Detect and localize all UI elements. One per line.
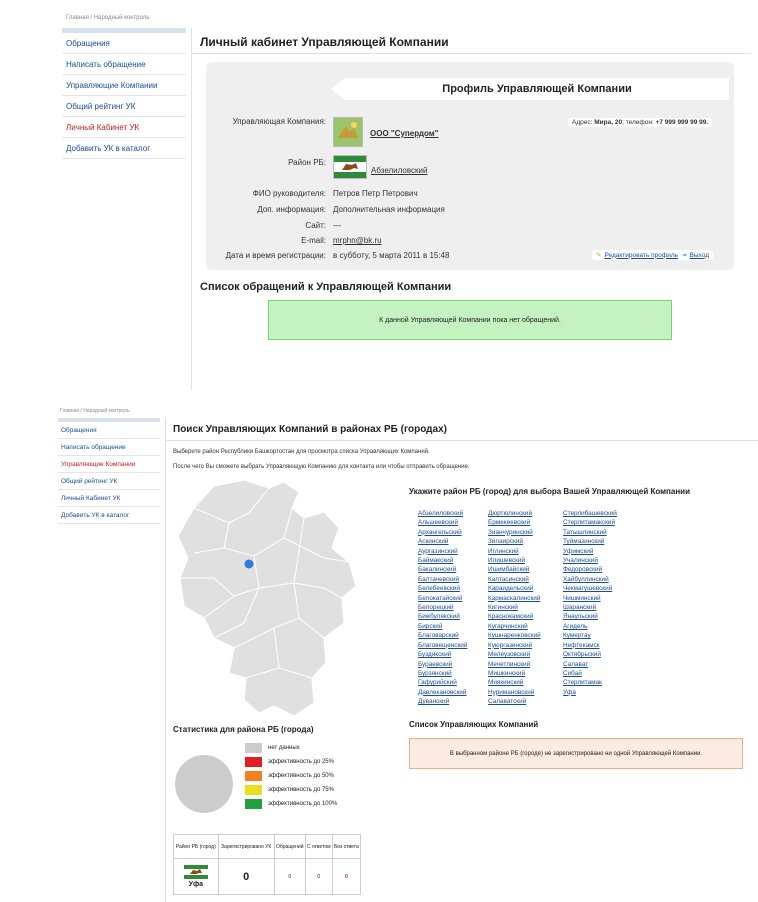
district-link[interactable]: Ишимбайский <box>488 566 530 574</box>
reg-label: Дата и время регистрации: <box>225 251 326 260</box>
district-link[interactable]: Краснокамский <box>488 613 534 621</box>
district-link[interactable]: Туймазинский <box>563 538 605 546</box>
sidebar-item-add-company[interactable]: Добавить УК в каталог <box>58 507 160 524</box>
district-link[interactable]: Буздякский <box>418 651 452 659</box>
profile-title: Профиль Управляющей Компании <box>345 78 729 100</box>
company-logo <box>333 117 363 147</box>
legend-eff100 <box>245 799 337 809</box>
district-link[interactable]: Федоровский <box>563 566 603 574</box>
district-link[interactable]: Стерлибашевский <box>563 510 617 517</box>
legend-label: эффективность до 25% <box>268 759 334 765</box>
legend-eff75 <box>245 785 334 795</box>
breadcrumb: Главная / Народный контроль <box>60 408 130 414</box>
divider <box>165 440 758 441</box>
sidebar-item-write-appeal[interactable]: Написать обращение <box>58 439 160 456</box>
district-link[interactable]: Аскинский <box>418 538 449 546</box>
legend-label: нет данных <box>268 745 300 751</box>
logout-link[interactable]: Выход <box>689 251 709 259</box>
district-link[interactable]: Благоварский <box>418 632 459 640</box>
district-link[interactable]: Мишкинский <box>488 669 526 677</box>
district-link[interactable]: Бакалинский <box>418 566 457 574</box>
phone-value: +7 999 999 99 99. <box>655 119 709 126</box>
district-link[interactable]: Дуванский <box>418 698 450 706</box>
breadcrumb: Главная / Народный контроль <box>66 15 150 21</box>
district-column-2 <box>488 509 563 707</box>
district-link[interactable]: Благовещенский <box>418 641 468 649</box>
stats-pie <box>175 755 233 813</box>
district-link[interactable]: Учалинский <box>563 557 598 565</box>
district-link[interactable]: Салават <box>563 660 589 668</box>
legend-swatch <box>245 785 262 795</box>
district-link[interactable]: Давлекановский <box>418 688 467 696</box>
stats-row <box>174 859 361 895</box>
companies-title: Список Управляющих Компаний <box>409 720 539 729</box>
district-link[interactable]: Миякинский <box>488 679 524 687</box>
map-marker[interactable] <box>245 560 254 569</box>
col-header-registered: Зарегистрировано УК <box>218 835 274 859</box>
reg-value: в субботу, 5 марта 2011 в 15:48 <box>333 251 450 260</box>
district-link[interactable]: Баймакский <box>418 557 454 565</box>
sidebar-item-write-appeal[interactable]: Написать обращение <box>62 54 186 75</box>
district-link[interactable]: Белорецкий <box>418 604 454 612</box>
district-link[interactable]: Абзелиловский <box>371 166 428 175</box>
district-link[interactable]: Янаульский <box>563 613 598 621</box>
sidebar-item-appeals[interactable]: Обращения <box>62 33 186 54</box>
sidebar-item-cabinet[interactable]: Личный Кабинет УК <box>62 117 186 138</box>
legend-swatch <box>245 757 262 767</box>
district-link[interactable]: Уфа <box>563 688 576 696</box>
district-link[interactable]: Архангельский <box>418 528 462 536</box>
sidebar-item-cabinet[interactable]: Личный Кабинет УК <box>58 490 160 507</box>
legend-eff25 <box>245 757 334 767</box>
legend-swatch <box>245 743 262 753</box>
legend-label: эффективность до 100% <box>268 801 338 807</box>
sidebar <box>62 28 186 159</box>
district-column-3 <box>563 509 638 697</box>
district-link[interactable]: Зианчуринский <box>488 528 533 536</box>
district-link[interactable]: Белокатайский <box>418 594 463 602</box>
district-link[interactable]: Хайбуллинский <box>563 575 609 583</box>
divider <box>191 53 751 54</box>
district-flag-icon <box>184 865 208 879</box>
district-link[interactable]: Кигинский <box>488 604 518 612</box>
address-info <box>568 118 712 127</box>
sidebar-item-appeals[interactable]: Обращения <box>58 422 160 439</box>
district-label: Район РБ: <box>288 158 326 167</box>
profile-box <box>206 62 734 270</box>
district-link[interactable]: Татышлинский <box>563 528 607 536</box>
district-link[interactable]: Стерлитамакский <box>563 519 616 527</box>
col-header-district: Район РБ (город) <box>174 835 219 859</box>
district-link[interactable]: Нефтекамск <box>563 641 600 649</box>
sidebar-item-add-company[interactable]: Добавить УК в каталог <box>62 138 186 159</box>
search-panel <box>0 400 758 902</box>
district-link[interactable]: Кушнаренковский <box>488 632 541 640</box>
col-header-unanswered: Без ответа <box>332 835 360 859</box>
legend-no-data <box>245 743 300 753</box>
stats-district-name: Уфа <box>188 881 204 888</box>
district-link[interactable]: Бирский <box>418 622 443 630</box>
col-header-appeals: Обращений <box>274 835 305 859</box>
legend-eff50 <box>245 771 334 781</box>
email-label: E-mail: <box>301 236 326 245</box>
appeals-title: Список обращений к Управляющей Компании <box>200 281 452 293</box>
district-link[interactable]: Бижбулякский <box>418 613 460 621</box>
stats-answered: 0 <box>305 859 332 895</box>
district-link[interactable]: Уфимский <box>563 547 594 555</box>
appeals-notice: К данной Управляющей Компании пока нет обращений. <box>268 300 672 340</box>
district-link[interactable]: Караидельский <box>488 585 534 593</box>
search-title: Поиск Управляющих Компаний в районах РБ (городах) <box>173 424 447 435</box>
district-link[interactable]: Мелеузовский <box>488 651 531 659</box>
stats-title: Статистика для района РБ (города) <box>173 725 314 734</box>
district-link[interactable]: Абзелиловский <box>418 510 464 517</box>
col-header-answered: С ответом <box>305 835 332 859</box>
site-label: Сайт: <box>305 221 326 230</box>
sidebar-item-companies[interactable]: Управляющие Компании <box>58 456 160 473</box>
district-link[interactable]: Шаранский <box>563 604 597 612</box>
pencil-icon: ✎ <box>596 252 602 259</box>
sidebar-item-rating[interactable]: Общий рейтинг УК <box>62 96 186 117</box>
district-link[interactable]: Иглинский <box>488 547 519 555</box>
site-value: — <box>333 221 341 230</box>
stats-unanswered: 0 <box>332 859 360 895</box>
district-link[interactable]: Белебеевский <box>418 585 460 593</box>
divider <box>165 418 166 902</box>
district-link[interactable]: Балтачевский <box>418 575 460 583</box>
director-label: ФИО руководителя: <box>252 189 326 198</box>
stats-header-row <box>174 835 361 859</box>
info-label: Доп. информация: <box>257 205 326 214</box>
district-link[interactable]: Кармаскалинский <box>488 594 541 602</box>
district-link[interactable]: Ермекеевский <box>488 519 531 527</box>
address-prefix: Адрес: <box>572 119 593 126</box>
exit-icon: ⇥ <box>681 252 687 259</box>
district-link[interactable]: Калтасинский <box>488 575 529 583</box>
district-column-1 <box>418 509 488 707</box>
legend-label: эффективность до 50% <box>268 773 334 779</box>
companies-notice: В выбранном районе РБ (городе) не зарегистрировано ни одной Управляющей Компании. <box>409 738 743 769</box>
search-intro-2: После чего Вы сможете выбрать Управляющую Компанию для контакта или чтобы отправить обращение. <box>173 464 470 470</box>
district-link[interactable]: Сибай <box>563 669 582 677</box>
legend-label: эффективность до 75% <box>268 787 334 793</box>
address-value: Мира, 20 <box>594 119 623 126</box>
stats-table <box>173 834 361 895</box>
districts-title: Укажите район РБ (город) для выбора Вашей Управляющей Компании <box>409 487 690 496</box>
district-link[interactable]: Илишевский <box>488 557 526 565</box>
district-link[interactable]: Чишминский <box>563 594 601 602</box>
sidebar-item-rating[interactable]: Общий рейтинг УК <box>58 473 160 490</box>
region-map[interactable] <box>174 478 364 718</box>
district-link[interactable]: Зилаирский <box>488 538 523 546</box>
stats-district-cell <box>174 859 219 895</box>
company-label: Управляющая Компания: <box>232 117 326 126</box>
cabinet-panel <box>0 0 758 390</box>
divider <box>191 28 192 390</box>
edit-profile-link[interactable]: Редактировать профиль <box>604 251 679 259</box>
info-value: Дополнительная информация <box>333 205 445 214</box>
district-link[interactable]: Дюртюлинский <box>488 510 533 517</box>
district-flag-icon <box>333 155 367 179</box>
director-value: Петров Петр Петрович <box>333 189 418 198</box>
district-link[interactable]: Кугарчинский <box>488 622 528 630</box>
district-link[interactable]: Гафурийский <box>418 679 457 687</box>
stats-appeals: 0 <box>274 859 305 895</box>
district-link[interactable]: Кумертау <box>563 632 591 640</box>
district-link[interactable]: Стерлитамак <box>563 679 602 687</box>
district-link[interactable]: Альшеевский <box>418 519 459 527</box>
company-name-link[interactable]: ООО "Супердом" <box>370 129 439 138</box>
email-link[interactable]: mrphn@bk.ru <box>333 236 382 245</box>
search-intro-1: Выберите район Республики Башкортостан для просмотра списка Управляющих Компаний. <box>173 449 430 455</box>
phone-prefix: ; телефон: <box>622 119 654 126</box>
legend-swatch <box>245 771 262 781</box>
district-link[interactable]: Чекмагушевский <box>563 585 613 593</box>
district-link[interactable]: Мечетлинский <box>488 660 531 668</box>
district-link[interactable]: Куюргазинский <box>488 641 533 649</box>
district-link[interactable]: Бурзянский <box>418 669 452 677</box>
district-link[interactable]: Бураевский <box>418 660 453 668</box>
district-link[interactable]: Агидель <box>563 622 588 630</box>
legend-swatch <box>245 799 262 809</box>
district-link[interactable]: Аургазинский <box>418 547 458 555</box>
district-link[interactable]: Нуримановский <box>488 688 535 696</box>
page-title: Личный кабинет Управляющей Компании <box>200 35 449 49</box>
district-link[interactable]: Салаватский <box>488 698 527 706</box>
district-link[interactable]: Октябрьский <box>563 651 601 659</box>
stats-registered: 0 <box>218 859 274 895</box>
sidebar-item-companies[interactable]: Управляющие Компании <box>62 75 186 96</box>
profile-actions <box>592 250 713 260</box>
sidebar <box>58 418 160 524</box>
